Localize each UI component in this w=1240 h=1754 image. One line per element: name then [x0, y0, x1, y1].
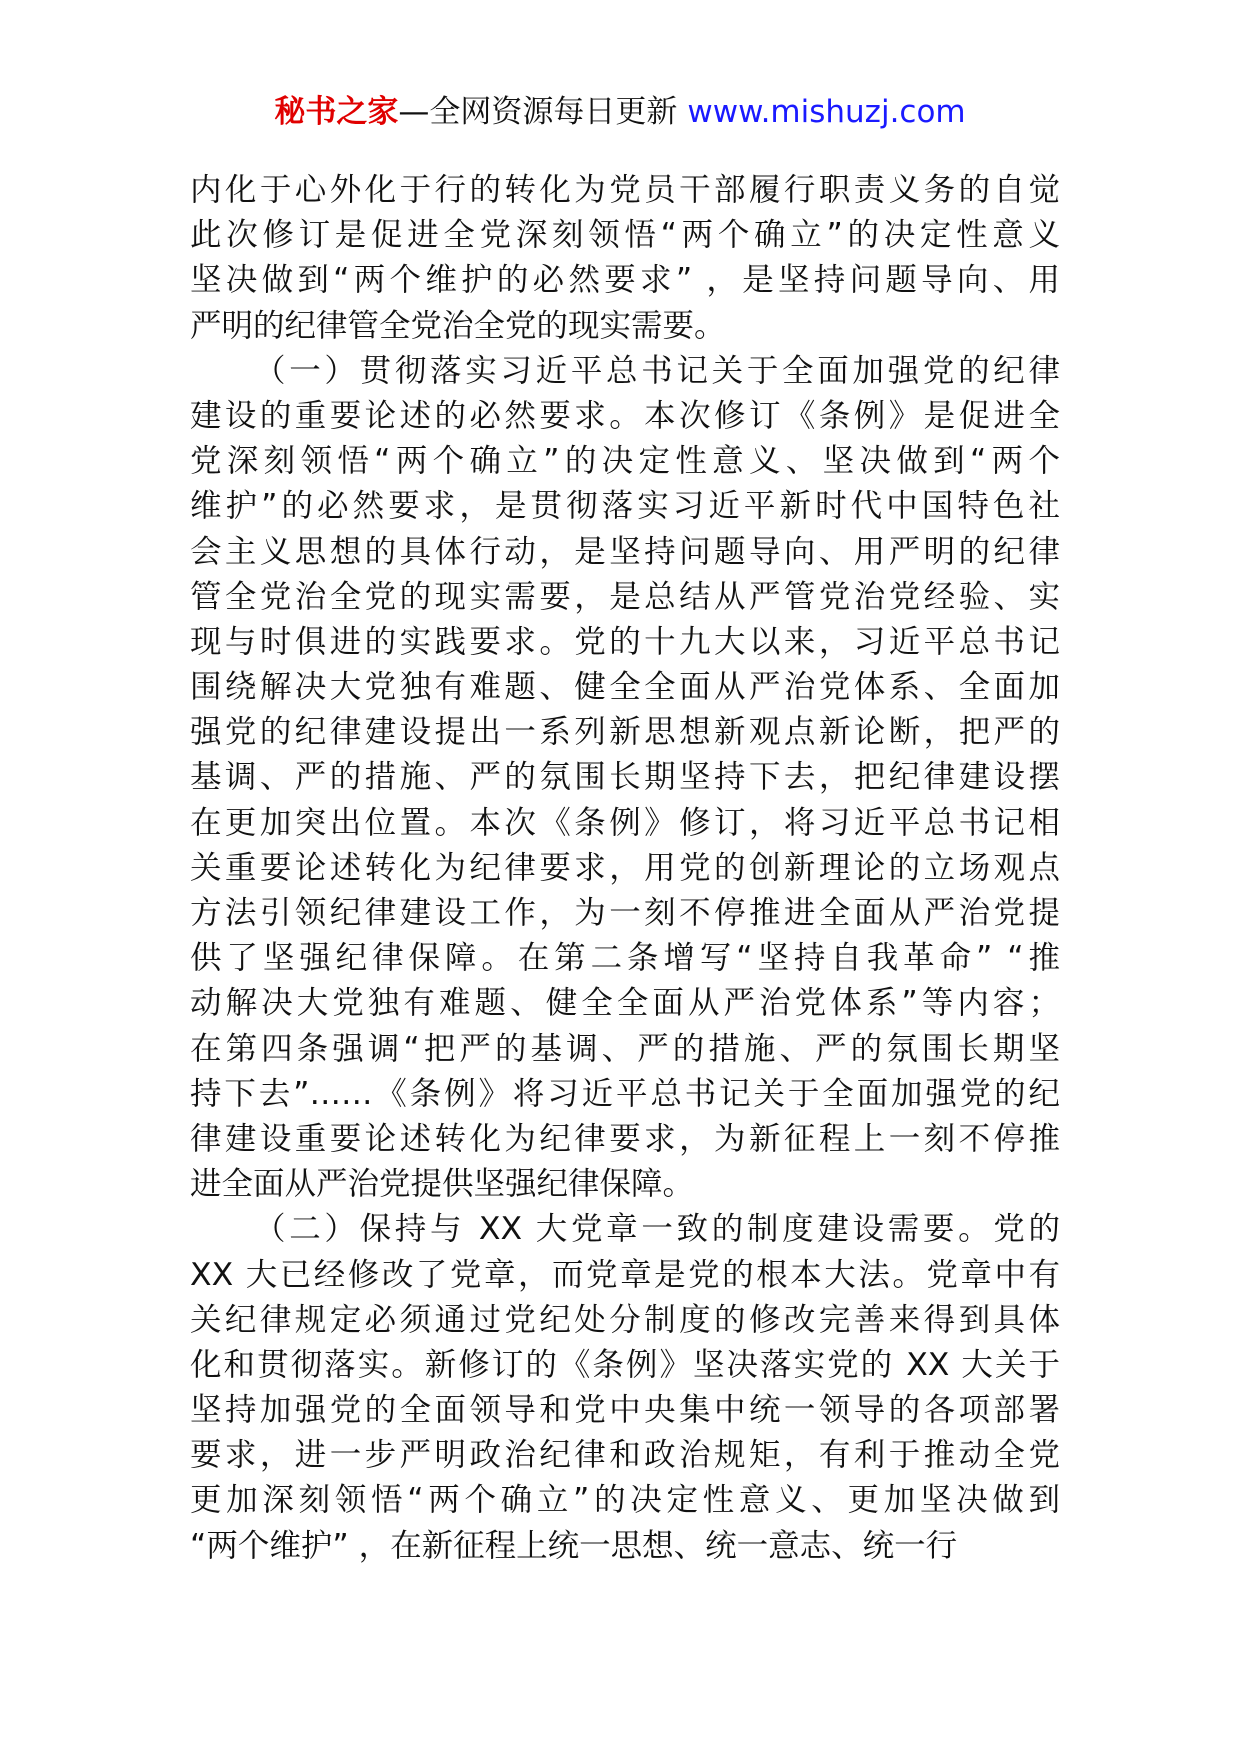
text-line: 进全面从严治党提供坚强纪律保障。: [190, 1166, 695, 1203]
paragraph: [190, 168, 1060, 349]
text-line: 严明的纪律管全党治全党的现实需要。: [190, 307, 726, 344]
text-line: 建设的重要论述的必然要求。本次修订《条例》是促进全: [190, 397, 1060, 434]
text-line: 围绕解决大党独有难题、健全全面从严治党体系、全面加: [190, 669, 1060, 706]
text-line: 强党的纪律建设提出一系列新思想新观点新论断，把严的: [190, 714, 1060, 751]
text-line: “两个维护” ，在新征程上统一思想、统一意志、统一行: [190, 1527, 958, 1564]
text-line: 关重要论述转化为纪律要求，用党的创新理论的立场观点: [190, 849, 1060, 886]
paragraph: [190, 1207, 1060, 1569]
text-line: 会主义思想的具体行动，是坚持问题导向、用严明的纪律: [190, 533, 1060, 570]
text-line: 持下去”……《条例》将习近平总书记关于全面加强党的纪: [190, 1075, 1060, 1112]
text-line: 现与时俱进的实践要求。党的十九大以来，习近平总书记: [190, 623, 1060, 660]
text-line: 管全党治全党的现实需要，是总结从严管党治党经验、实: [190, 578, 1060, 615]
text-line: 在更加突出位置。本次《条例》修订，将习近平总书记相: [190, 804, 1060, 841]
text-line: 更加深刻领悟“两个确立”的决定性意义、更加坚决做到: [190, 1482, 1060, 1519]
paragraph: [190, 349, 1060, 1208]
text-line: XX 大已经修改了党章，而党章是党的根本大法。党章中有: [190, 1256, 1060, 1293]
text-line: 在第四条强调“把严的基调、严的措施、严的氛围长期坚: [190, 1030, 1060, 1067]
text-line: 坚决做到“两个维护的必然要求” ，是坚持问题导向、用: [190, 262, 1060, 299]
text-line: 动解决大党独有难题、健全全面从严治党体系”等内容；: [190, 985, 1060, 1022]
text-line: 党深刻领悟“两个确立”的决定性意义、坚决做到“两个: [190, 443, 1060, 480]
text-line: 律建设重要论述转化为纪律要求，为新征程上一刻不停推: [190, 1120, 1060, 1157]
text-line: （一）贯彻落实习近平总书记关于全面加强党的纪律: [254, 352, 1060, 389]
text-line: 维护”的必然要求，是贯彻落实习近平新时代中国特色社: [190, 488, 1060, 525]
text-line: 坚持加强党的全面领导和党中央集中统一领导的各项部署: [190, 1392, 1060, 1429]
text-line: 化和贯彻落实。新修订的《条例》坚决落实党的 XX 大关于: [190, 1346, 1060, 1383]
text-line: 内化于心外化于行的转化为党员干部履行职责义务的自觉: [190, 172, 1060, 208]
site-tagline: —全网资源每日更新: [398, 94, 678, 130]
site-url-link[interactable]: www.mishuzj.com: [687, 94, 966, 130]
site-header: [0, 92, 1240, 132]
site-brand: 秘书之家: [274, 94, 399, 130]
document-body: [190, 168, 1060, 1569]
text-line: 关纪律规定必须通过党纪处分制度的修改完善来得到具体: [190, 1301, 1060, 1338]
text-line: 供了坚强纪律保障。在第二条增写“坚持自我革命” “推: [190, 940, 1060, 977]
text-line: 基调、严的措施、严的氛围长期坚持下去，把纪律建设摆: [190, 759, 1060, 796]
text-line: 要求，进一步严明政治纪律和政治规矩，有利于推动全党: [190, 1437, 1060, 1474]
text-line: 此次修订是促进全党深刻领悟“两个确立”的决定性意义: [190, 217, 1060, 254]
text-line: （二）保持与 XX 大党章一致的制度建设需要。党的: [254, 1211, 1060, 1248]
text-line: 方法引领纪律建设工作，为一刻不停推进全面从严治党提: [190, 895, 1060, 931]
